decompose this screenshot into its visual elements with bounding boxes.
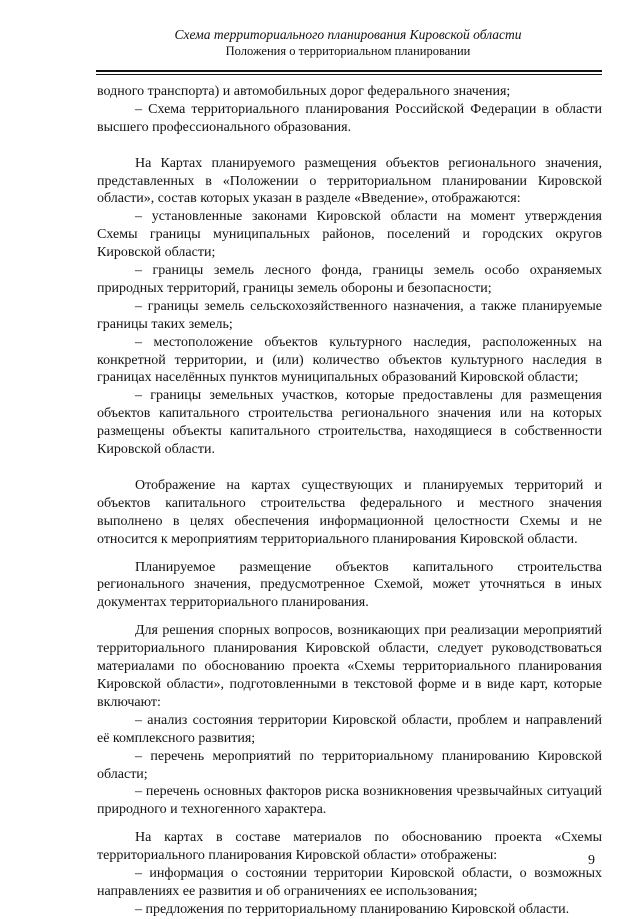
paragraph: Для решения спорных вопросов, возникающих при реализации мероприятий территориального планирования Кировской области, следует руководствоваться материалами по обоснованию проекта «Схемы территориального планирования Кировской области», подготовленными в текстовой форме и в виде карт, которые включают: (97, 623, 602, 710)
paragraph-gap (97, 459, 602, 477)
page-body (97, 83, 602, 919)
list-item: – информация о состоянии территории Кировской области, о возможных направлениях ее развития и об ограничениях ее использования; (97, 866, 602, 899)
list-item: – перечень основных факторов риска возникновения чрезвычайных ситуаций природного и техногенного характера. (97, 784, 602, 818)
paragraph-gap (97, 819, 602, 829)
paragraph: Планируемое размещение объектов капитального строительства регионального значения, предусмотренное Схемой, может уточняться в иных документах территориального планирования. (97, 559, 602, 611)
list-item: – перечень мероприятий по территориальному планированию Кировской области; (97, 748, 602, 782)
paragraph-gap (97, 549, 602, 559)
list-item: – местоположение объектов культурного наследия, расположенных на конкретной территории, и (или) количество объектов культурного наследия в границах населённых пунктов муниципальных образований Кировской области; (97, 334, 602, 386)
page-number: 9 (588, 853, 595, 868)
header-rule-thick (96, 70, 602, 72)
paragraph: Отображение на картах существующих и планируемых территорий и объектов капитального строительства федерального и местного значения выполнено в целях обеспечения информационной целостности Схемы и не относится к мероприятиям территориального планирования Кировской области. (97, 477, 602, 547)
list-item: – границы земель лесного фонда, границы земель особо охраняемых природных территорий, границы земель обороны и безопасности; (97, 263, 602, 296)
paragraph: На Картах планируемого размещения объектов регионального значения, представленных в «Положении о территориальном планировании Кировской области», состав которых указан в разделе «Введение», отображаются: (97, 155, 602, 207)
list-item: – установленные законами Кировской области на момент утверждения Схемы границы муниципальных районов, поселений и городских округов Кировской области; (97, 209, 602, 261)
header-title: Схема территориального планирования Кировской области (174, 27, 522, 42)
paragraph-gap (97, 612, 602, 622)
header-subtitle: Положения о территориальном планировании (225, 44, 471, 58)
list-item: – границы земель сельскохозяйственного назначения, а также планируемые границы таких земель; (97, 298, 602, 332)
paragraph: водного транспорта) и автомобильных дорог федерального значения; (97, 84, 511, 99)
list-item: – границы земельных участков, которые предоставлены для размещения объектов капитального строительства регионального значения или на которых размещены объекты капитального строительства, находящиеся в собственности Кировской области. (97, 388, 602, 458)
paragraph: На картах в составе материалов по обоснованию проекта «Схемы территориального планирования Кировской области» отображены: (97, 830, 602, 864)
running-header (96, 26, 600, 59)
paragraph-gap (97, 137, 602, 155)
header-rule-thin (96, 74, 602, 75)
list-item: – Схема территориального планирования Российской Федерации в области высшего профессионального образования. (97, 101, 602, 135)
list-item: – предложения по территориальному планированию Кировской области. (135, 901, 570, 917)
list-item: – анализ состояния территории Кировской области, проблем и направлений её комплексного развития; (97, 712, 602, 746)
